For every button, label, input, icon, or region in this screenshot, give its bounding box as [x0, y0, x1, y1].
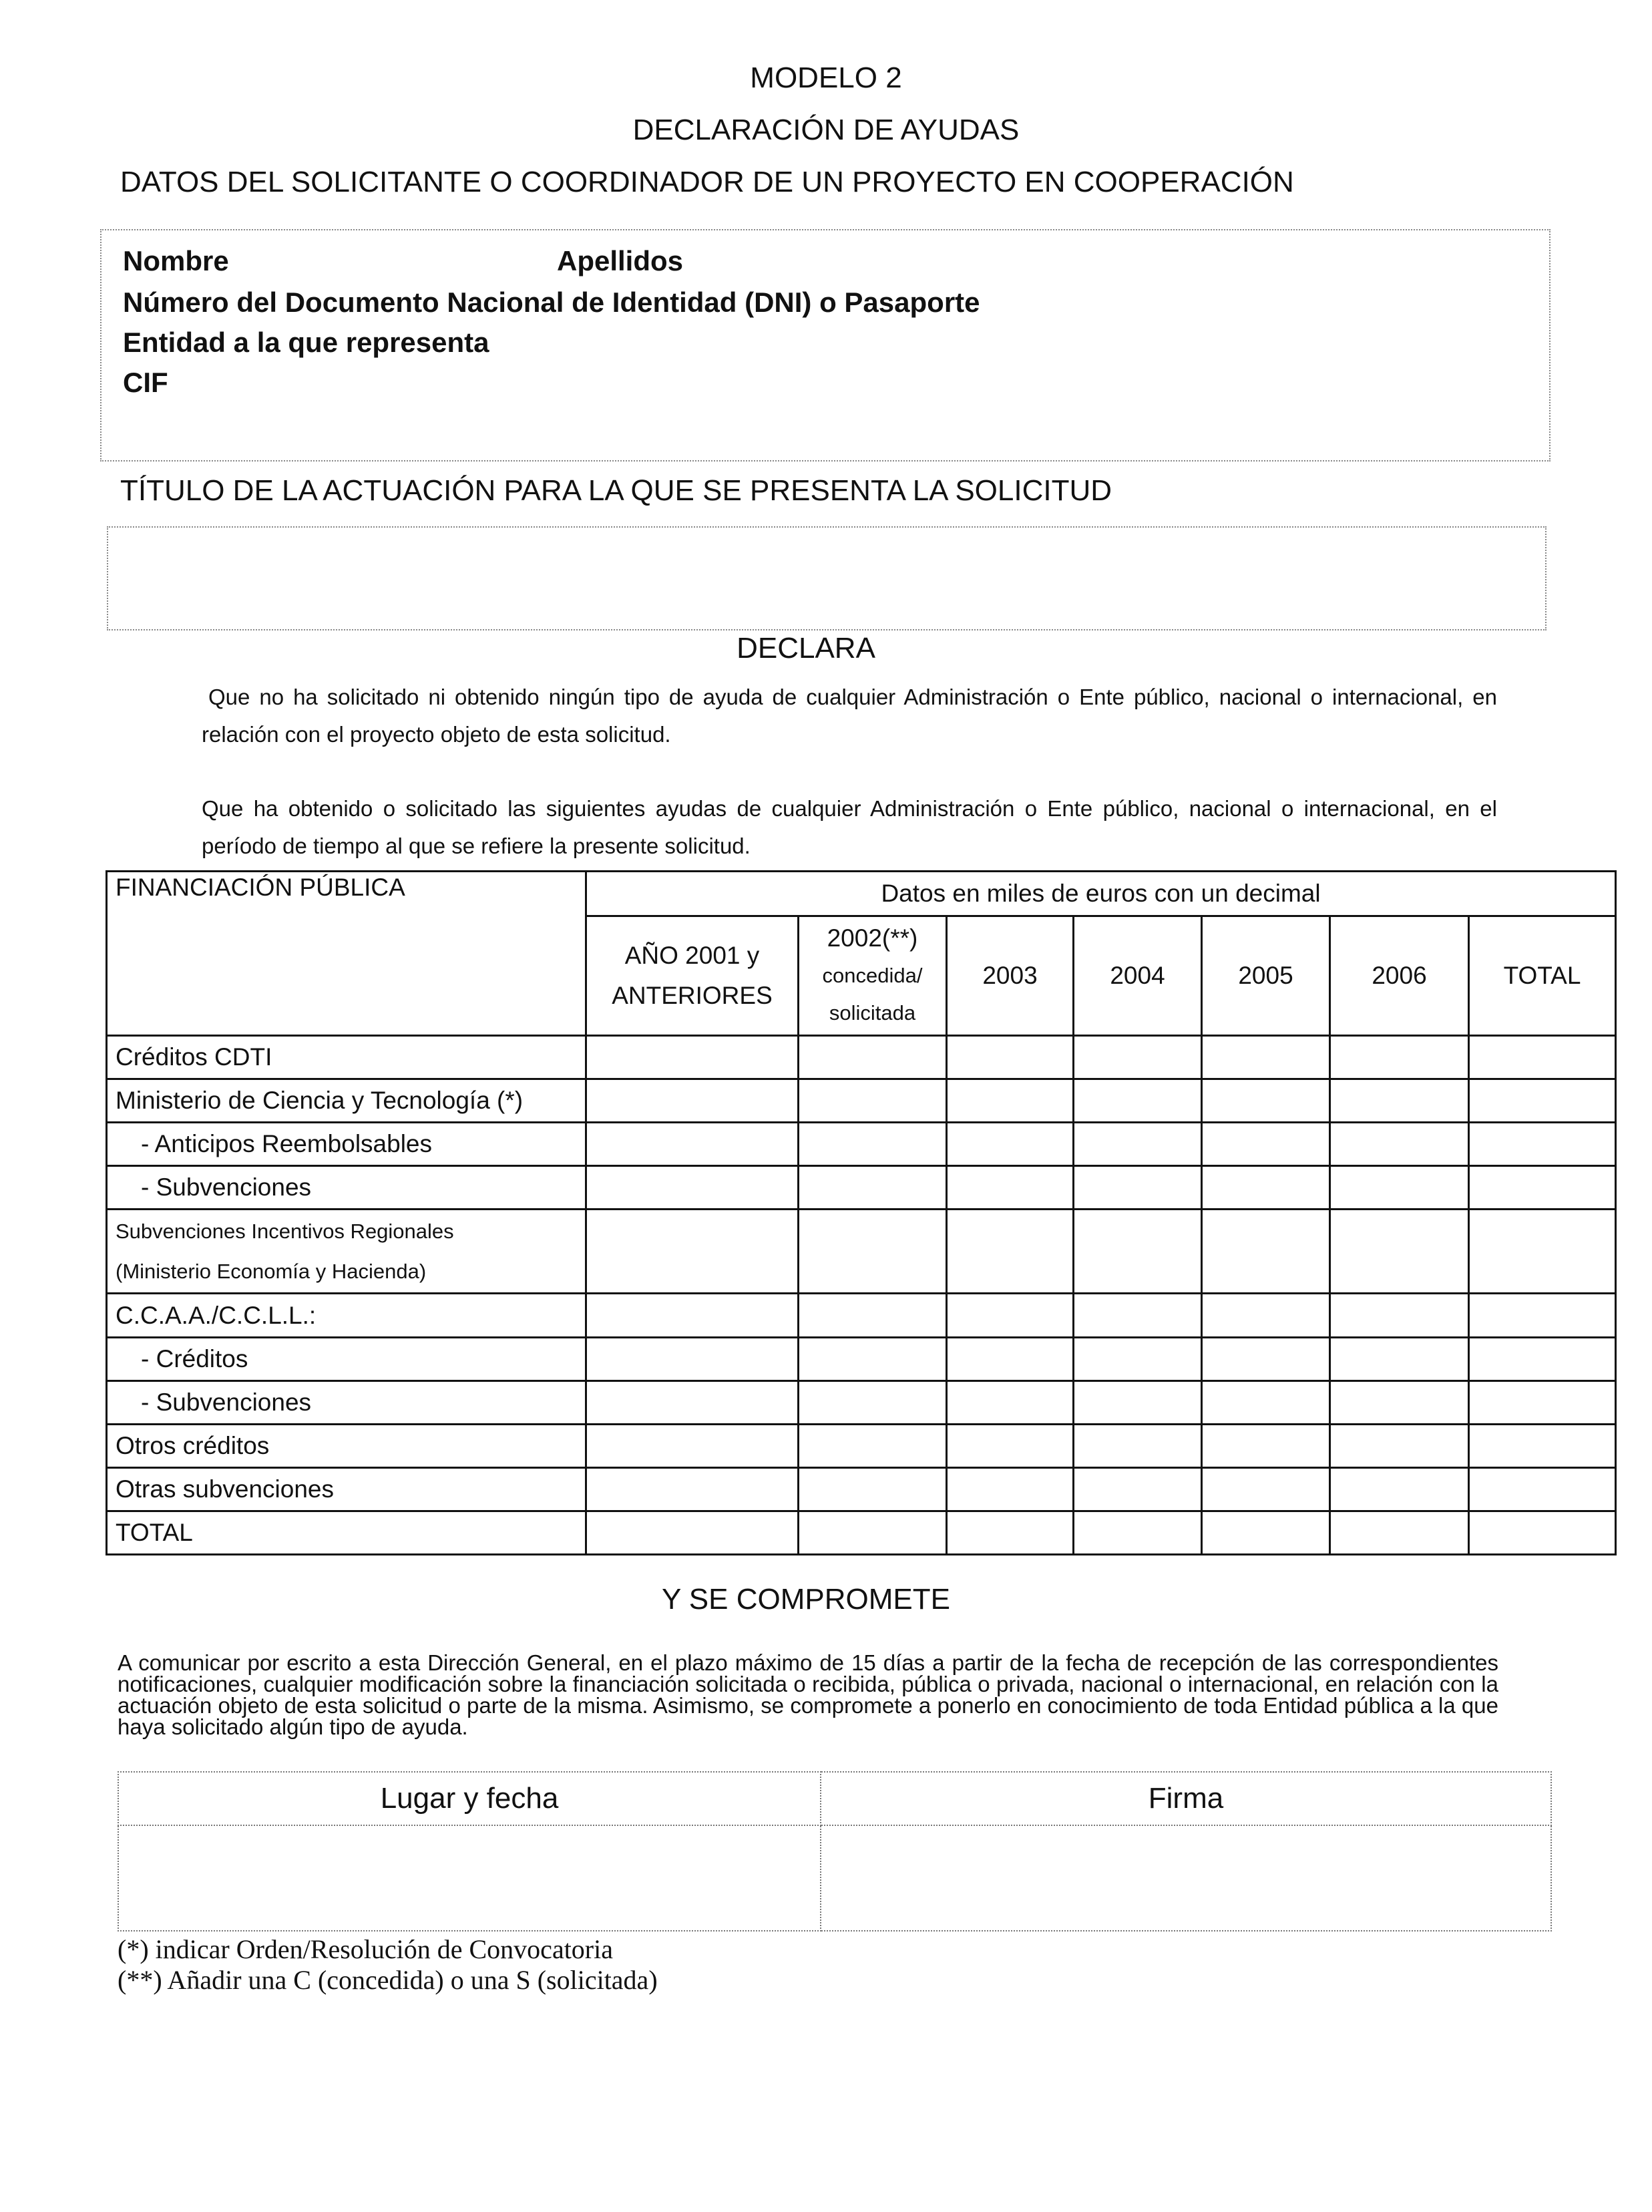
col-header-2003: 2003 — [947, 916, 1074, 1036]
data-cell[interactable] — [1469, 1294, 1616, 1337]
row-label: Otras subvenciones — [107, 1467, 586, 1511]
data-cell[interactable] — [1202, 1294, 1330, 1337]
row-label: Otros créditos — [107, 1424, 586, 1467]
compromete-paragraph: A comunicar por escrito a esta Dirección General, en el plazo máximo de 15 días a partir de la fecha de recepción de las correspondientes notificaciones, cualquier modificación sobre la financiación solicitada o recibida, pública o privada, nacional o internacional, en relación con la actuación objeto de esta solicitud o parte de la misma. Asimismo, se compromete a ponerlo en conocimiento de toda Entidad pública a la que haya solicitado algún tipo de ayuda. — [118, 1650, 1498, 1739]
row-label: - Anticipos Reembolsables — [107, 1123, 586, 1166]
data-cell[interactable] — [586, 1036, 799, 1079]
data-cell[interactable] — [799, 1036, 947, 1079]
model-number: MODELO 2 — [750, 61, 902, 94]
data-cell[interactable] — [1074, 1511, 1202, 1554]
row-label: - Créditos — [107, 1337, 586, 1380]
data-cell[interactable] — [799, 1467, 947, 1511]
table-row — [107, 1380, 1616, 1424]
data-cell[interactable] — [586, 1166, 799, 1210]
data-cell[interactable] — [1330, 1210, 1469, 1294]
data-cell[interactable] — [1074, 1337, 1202, 1380]
data-cell[interactable] — [947, 1337, 1074, 1380]
data-cell[interactable] — [1330, 1424, 1469, 1467]
data-cell[interactable] — [947, 1380, 1074, 1424]
data-cell[interactable] — [1074, 1123, 1202, 1166]
data-cell[interactable] — [799, 1079, 947, 1123]
data-cell[interactable] — [1330, 1294, 1469, 1337]
col-header-2005: 2005 — [1202, 916, 1330, 1036]
financing-table — [106, 870, 1617, 1555]
data-cell[interactable] — [1469, 1079, 1616, 1123]
data-cell[interactable] — [1202, 1210, 1330, 1294]
place-date-input[interactable] — [118, 1825, 821, 1931]
data-cell[interactable] — [1074, 1424, 1202, 1467]
signature-input[interactable] — [821, 1825, 1551, 1931]
col-header-2004: 2004 — [1074, 916, 1202, 1036]
data-cell[interactable] — [1202, 1380, 1330, 1424]
col-header-2006: 2006 — [1330, 916, 1469, 1036]
applicant-box — [100, 229, 1551, 462]
data-cell[interactable] — [586, 1079, 799, 1123]
row-label-line1: Subvenciones Incentivos Regionales — [116, 1219, 454, 1243]
data-cell[interactable] — [1469, 1511, 1616, 1554]
data-cell[interactable] — [799, 1424, 947, 1467]
data-cell[interactable] — [1202, 1337, 1330, 1380]
data-cell[interactable] — [1202, 1036, 1330, 1079]
data-cell[interactable] — [947, 1166, 1074, 1210]
col-2002-line2: concedida/ — [822, 964, 923, 988]
data-cell[interactable] — [1330, 1036, 1469, 1079]
entity-label: Entidad a la que representa — [123, 327, 489, 358]
table-row — [107, 1294, 1616, 1337]
table-row — [107, 1424, 1616, 1467]
data-cell[interactable] — [947, 1294, 1074, 1337]
data-cell[interactable] — [799, 1337, 947, 1380]
row-label: - Subvenciones — [107, 1166, 586, 1210]
data-cell[interactable] — [1469, 1424, 1616, 1467]
data-cell[interactable] — [1074, 1467, 1202, 1511]
data-cell[interactable] — [947, 1123, 1074, 1166]
row-label: TOTAL — [107, 1511, 586, 1554]
data-cell[interactable] — [1074, 1166, 1202, 1210]
data-cell[interactable] — [1202, 1511, 1330, 1554]
table-row — [107, 1036, 1616, 1079]
col-header-2001 — [586, 916, 799, 1036]
id-label: Número del Documento Nacional de Identidad (DNI) o Pasaporte — [123, 287, 980, 318]
group-header: Datos en miles de euros con un decimal — [586, 872, 1616, 916]
data-cell[interactable] — [1330, 1123, 1469, 1166]
place-date-header: Lugar y fecha — [118, 1772, 821, 1825]
title-section-heading: TÍTULO DE LA ACTUACIÓN PARA LA QUE SE PRESENTA LA SOLICITUD — [120, 474, 1112, 507]
table-row — [107, 1467, 1616, 1511]
data-cell[interactable] — [1074, 1294, 1202, 1337]
surname-label: Apellidos — [557, 245, 684, 276]
row-label: - Subvenciones — [107, 1380, 586, 1424]
data-cell[interactable] — [1330, 1467, 1469, 1511]
title-input-box[interactable] — [107, 526, 1546, 630]
data-cell[interactable] — [947, 1079, 1074, 1123]
data-cell[interactable] — [799, 1166, 947, 1210]
footnote-1: (*) indicar Orden/Resolución de Convocatoria — [118, 1934, 613, 1964]
col-header-2002 — [799, 916, 947, 1036]
row-label: Créditos CDTI — [107, 1036, 586, 1079]
data-cell[interactable] — [799, 1210, 947, 1294]
data-cell[interactable] — [586, 1467, 799, 1511]
data-cell[interactable] — [1469, 1337, 1616, 1380]
table-row — [107, 1166, 1616, 1210]
row-label-regional — [107, 1210, 586, 1294]
col-2001-line1: AÑO 2001 y — [624, 942, 760, 970]
signature-table — [118, 1771, 1552, 1931]
data-cell[interactable] — [1330, 1079, 1469, 1123]
data-cell[interactable] — [1469, 1467, 1616, 1511]
data-cell[interactable] — [947, 1511, 1074, 1554]
col-2002-line3: solicitada — [829, 1001, 916, 1025]
data-cell[interactable] — [1469, 1380, 1616, 1424]
data-cell[interactable] — [947, 1210, 1074, 1294]
col-header-total: TOTAL — [1469, 916, 1616, 1036]
table-row — [107, 1123, 1616, 1166]
table-row — [107, 1337, 1616, 1380]
data-cell[interactable] — [1469, 1123, 1616, 1166]
row-label: Ministerio de Ciencia y Tecnología (*) — [107, 1079, 586, 1123]
data-cell[interactable] — [1469, 1036, 1616, 1079]
data-cell[interactable] — [1330, 1511, 1469, 1554]
applicant-section-heading: DATOS DEL SOLICITANTE O COORDINADOR DE UN PROYECTO EN COOPERACIÓN — [120, 166, 1294, 198]
data-cell[interactable] — [947, 1036, 1074, 1079]
data-cell[interactable] — [1469, 1210, 1616, 1294]
data-cell[interactable] — [799, 1294, 947, 1337]
data-cell[interactable] — [586, 1294, 799, 1337]
data-cell[interactable] — [1202, 1467, 1330, 1511]
data-cell[interactable] — [586, 1123, 799, 1166]
data-cell[interactable] — [1469, 1166, 1616, 1210]
data-cell[interactable] — [799, 1511, 947, 1554]
table-row — [107, 1079, 1616, 1123]
data-cell[interactable] — [799, 1123, 947, 1166]
declara-paragraph-1: Que no ha solicitado ni obtenido ningún tipo de ayuda de cualquier Administración o Ente público, nacional o internacional, en relación con el proyecto objeto de esta solicitud. — [202, 685, 1497, 747]
col-2001-line2: ANTERIORES — [612, 982, 773, 1010]
col-2002-line1: 2002(**) — [827, 924, 918, 952]
data-cell[interactable] — [1330, 1380, 1469, 1424]
data-cell[interactable] — [799, 1380, 947, 1424]
data-cell[interactable] — [1202, 1166, 1330, 1210]
data-cell[interactable] — [1074, 1079, 1202, 1123]
data-cell[interactable] — [586, 1424, 799, 1467]
data-cell[interactable] — [1330, 1166, 1469, 1210]
data-cell[interactable] — [1330, 1337, 1469, 1380]
declara-heading: DECLARA — [737, 632, 875, 665]
data-cell[interactable] — [586, 1210, 799, 1294]
data-cell[interactable] — [1202, 1424, 1330, 1467]
data-cell[interactable] — [947, 1424, 1074, 1467]
firma-header: Firma — [821, 1772, 1551, 1825]
footnote-2: (**) Añadir una C (concedida) o una S (solicitada) — [118, 1965, 658, 1995]
data-cell[interactable] — [1074, 1210, 1202, 1294]
cif-label: CIF — [123, 367, 168, 398]
row-label: C.C.A.A./C.C.L.L.: — [107, 1294, 586, 1337]
table-row — [107, 1511, 1616, 1554]
data-cell[interactable] — [586, 1337, 799, 1380]
data-cell[interactable] — [1202, 1123, 1330, 1166]
data-cell[interactable] — [586, 1380, 799, 1424]
document-title: DECLARACIÓN DE AYUDAS — [632, 114, 1020, 146]
data-cell[interactable] — [1074, 1380, 1202, 1424]
data-cell[interactable] — [1202, 1079, 1330, 1123]
data-cell[interactable] — [586, 1511, 799, 1554]
compromete-heading: Y SE COMPROMETE — [662, 1583, 950, 1616]
data-cell[interactable] — [947, 1467, 1074, 1511]
name-label: Nombre — [123, 245, 229, 276]
row-label-line2: (Ministerio Economía y Hacienda) — [116, 1259, 427, 1283]
data-cell[interactable] — [1074, 1036, 1202, 1079]
declara-paragraph-2: Que ha obtenido o solicitado las siguientes ayudas de cualquier Administración o Ente público, nacional o internacional, en el período de tiempo al que se refiere la presente solicitud. — [202, 796, 1497, 858]
table-row — [107, 1210, 1616, 1294]
corner-header: FINANCIACIÓN PÚBLICA — [107, 872, 586, 1036]
